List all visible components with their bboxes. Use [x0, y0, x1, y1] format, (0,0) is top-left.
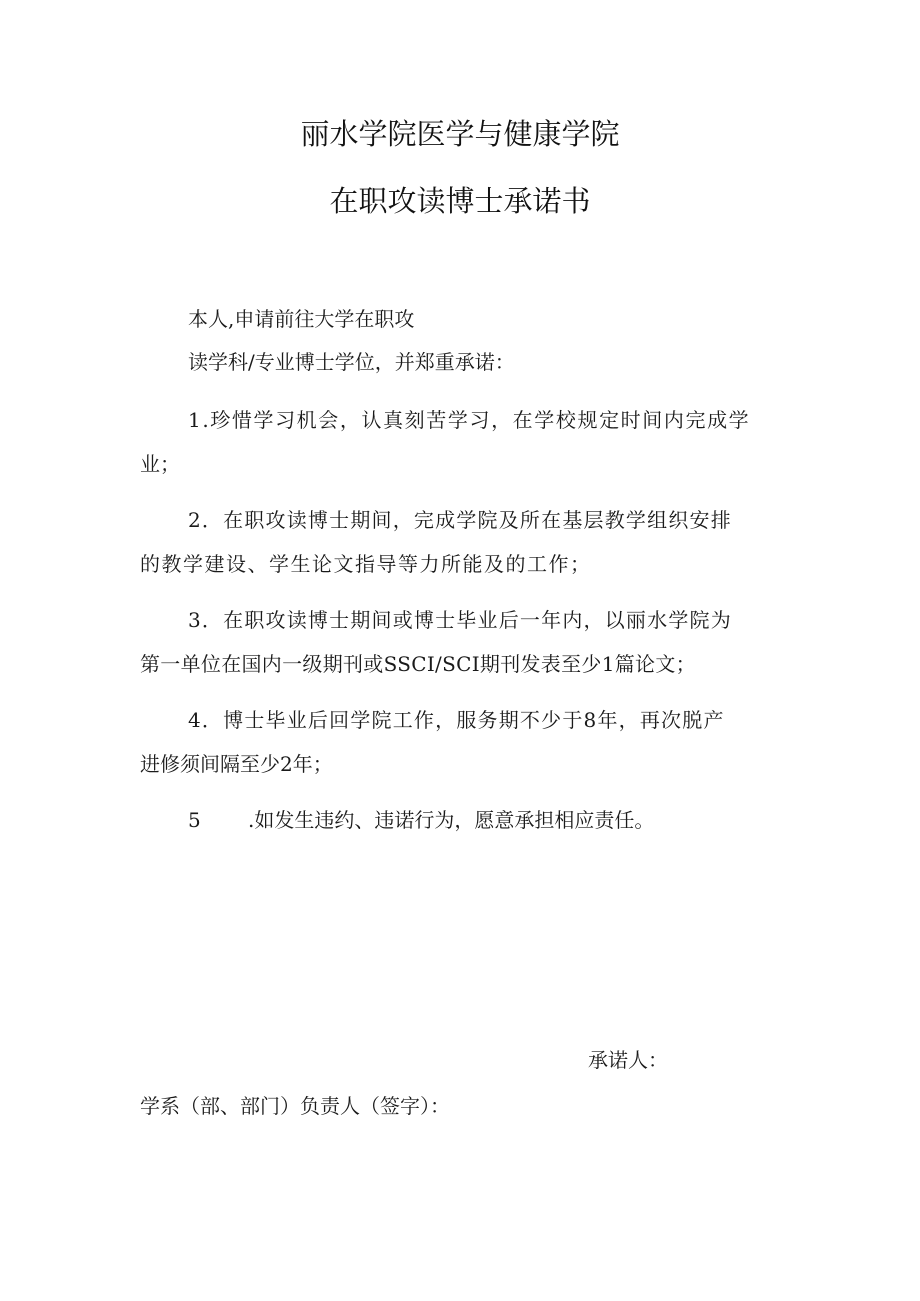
commitment-item-2-line1: 2．在职攻读博士期间，完成学院及所在基层教学组织安排 [188, 508, 732, 532]
commitment-item-3-line2: 第一单位在国内一级期刊或SSCI/SCI期刊发表至少1篇论文； [140, 652, 696, 676]
commitment-item-3-line1: 3．在职攻读博士期间或博士毕业后一年内，以丽水学院为 [188, 608, 732, 632]
intro-line1: 本人,申请前往大学在职攻 [188, 307, 415, 331]
document-title-line2: 在职攻读博士承诺书 [329, 184, 591, 218]
commitment-item-5-number: 5 [188, 808, 201, 832]
document-title-line1: 丽水学院医学与健康学院 [300, 117, 620, 151]
commitment-item-4-line2: 进修须间隔至少2年； [140, 752, 333, 776]
commitment-item-5 [188, 806, 654, 834]
commitment-item-4-line1: 4．博士毕业后回学院工作，服务期不少于8年，再次脱产 [188, 708, 725, 732]
commitment-item-5-text: .如发生违约、违诺行为，愿意承担相应责任。 [248, 808, 655, 832]
commitment-item-2-line2: 的教学建设、学生论文指导等力所能及的工作； [140, 552, 592, 576]
dept-head-signature-label: 学系（部、部门）负责人（签字）： [140, 1094, 450, 1118]
intro-line2: 读学科/专业博士学位，并郑重承诺： [188, 350, 515, 374]
promisor-signature-label: 承诺人： [588, 1048, 668, 1072]
commitment-item-1-line1: 1.珍惜学习机会，认真刻苦学习，在学校规定时间内完成学 [188, 408, 751, 432]
commitment-item-1-line2: 业； [140, 452, 180, 476]
